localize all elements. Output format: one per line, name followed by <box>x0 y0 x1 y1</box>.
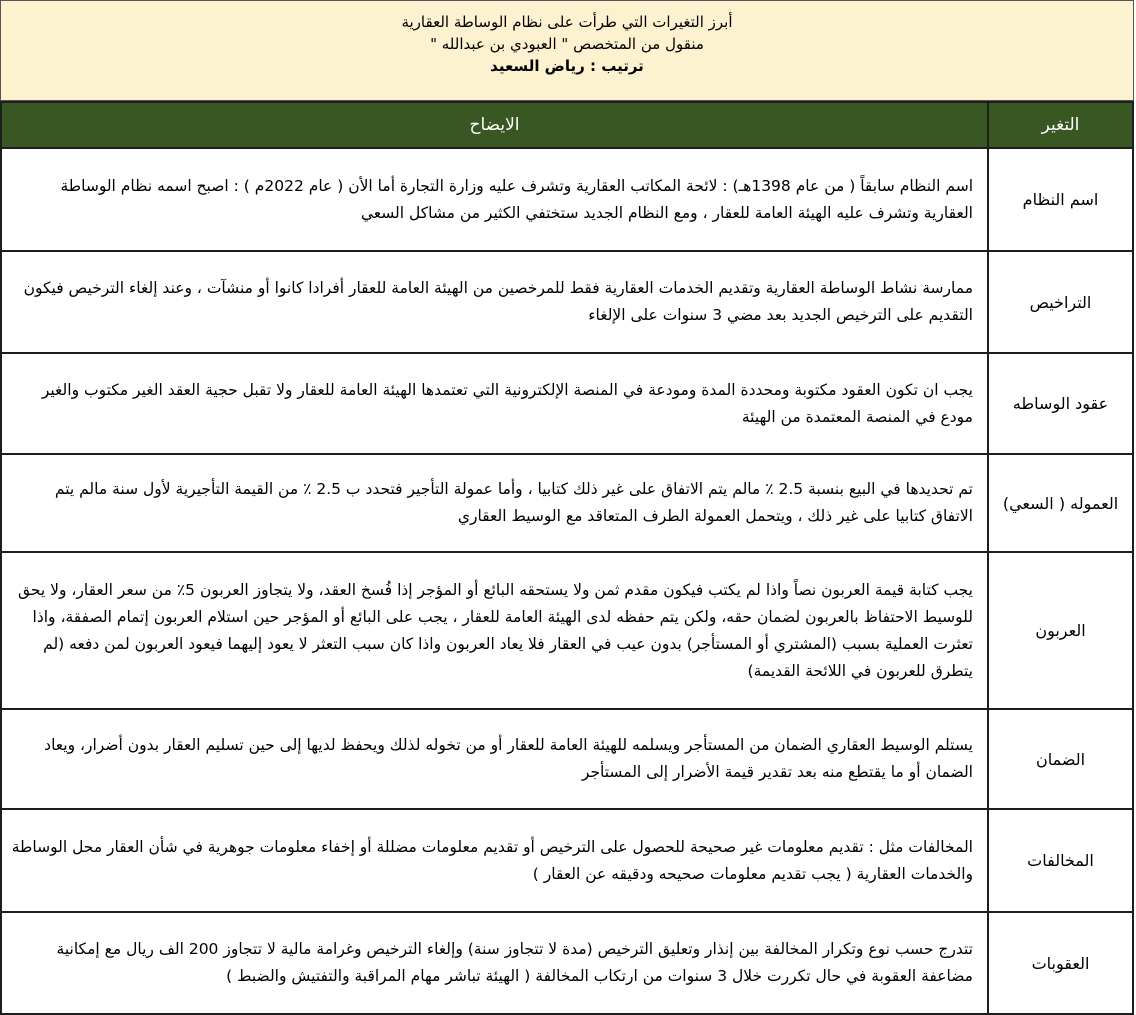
column-header-explanation: الايضاح <box>1 102 988 148</box>
changes-table <box>0 101 1134 1015</box>
table-row <box>1 709 1133 809</box>
row-description: ممارسة نشاط الوساطة العقارية وتقديم الخدمات العقارية فقط للمرخصين من الهيئة العامة للعقار أفرادا كانوا أو منشآت ، وعند إلغاء الترخيص فيكون التقديم على الترخيص الجديد بعد مضي 3 سنوات على الإلغاء <box>1 251 988 353</box>
table-row <box>1 552 1133 709</box>
row-label: الضمان <box>988 709 1133 809</box>
row-description: تتدرج حسب نوع وتكرار المخالفة بين إنذار وتعليق الترخيص (مدة لا تتجاوز سنة) وإلغاء الترخيص وغرامة مالية لا تتجاوز 200 الف ريال مع إمكانية مضاعفة العقوبة في حال تكررت خلال 3 سنوات من ارتكاب المخالفة ( الهيئة تباشر مهام المراقبة والتفتيش والضبط ) <box>1 912 988 1014</box>
table-row <box>1 912 1133 1014</box>
row-label: العموله ( السعي) <box>988 454 1133 552</box>
header-title: أبرز التغيرات التي طرأت على نظام الوساطة العقارية <box>401 13 733 31</box>
row-description: المخالفات مثل : تقديم معلومات غير صحيحة للحصول على الترخيص أو تقديم معلومات مضللة أو إخفاء معلومات جوهرية في شأن العقار محل الوساطة والخدمات العقارية ( يجب تقديم معلومات صحيحه ودقيقه عن العقار ) <box>1 809 988 912</box>
row-label: المخالفات <box>988 809 1133 912</box>
table-row <box>1 454 1133 552</box>
table-row <box>1 353 1133 454</box>
row-description: يجب ان تكون العقود مكتوبة ومحددة المدة ومودعة في المنصة الإلكترونية التي تعتمدها الهيئة العامة للعقار ولا تقبل حجية العقد الغير مكتوب والغير مودع في المنصة المعتمدة من الهيئة <box>1 353 988 454</box>
table-row <box>1 148 1133 251</box>
table-row <box>1 809 1133 912</box>
row-description: يجب كتابة قيمة العربون نصاً واذا لم يكتب فيكون مقدم ثمن ولا يستحقه البائع أو المؤجر إذا فُسخ العقد، ولا يتجاوز العربون 5٪ من سعر العقار، ولا يحق للوسيط الاحتفاظ بالعربون لضمان حقه، ولكن يتم حفظه لدى الهيئة العامة للعقار ، يجب على البائع أو المؤجر حين استلام العربون إتمام الصفقة، واذا تعثرت العملية بسبب (المشتري أو المستأجر) بدون عيب في العقار فلا يعاد العربون واذا كان سبب التعثر لا يعود إليهما فيعود العربون لمن دفعه (لم يتطرق للعربون في اللائحة القديمة) <box>1 552 988 709</box>
row-description: تم تحديدها في البيع بنسبة 2.5 ٪ مالم يتم الاتفاق على غير ذلك كتابيا ، وأما عمولة التأجير فتحدد ب 2.5 ٪ من القيمة التأجيرية لأول سنة مالم يتم الاتفاق كتابيا على غير ذلك ، ويتحمل العمولة الطرف المتعاقد مع الوسيط العقاري <box>1 454 988 552</box>
row-description: اسم النظام سابقاً ( من عام 1398هـ) : لائحة المكاتب العقارية وتشرف عليه وزارة التجارة أما الأن ( عام 2022م ) : اصبح اسمه نظام الوساطة العقارية وتشرف عليه الهيئة العامة للعقار ، ومع النظام الجديد ستختفي الكثير من مشاكل السعي <box>1 148 988 251</box>
document-header <box>0 0 1134 101</box>
table-row <box>1 251 1133 353</box>
row-label: العربون <box>988 552 1133 709</box>
row-label: العقوبات <box>988 912 1133 1014</box>
header-source: منقول من المتخصص " العبودي بن عبدالله " <box>430 35 704 53</box>
row-description: يستلم الوسيط العقاري الضمان من المستأجر ويسلمه للهيئة العامة للعقار أو من تخوله لذلك ويحفظ لديها إلى حين تسليم العقار بدون أضرار، ويعاد الضمان أو ما يقتطع منه بعد تقدير قيمة الأضرار إلى المستأجر <box>1 709 988 809</box>
table-header-row <box>1 102 1133 148</box>
column-header-change: التغير <box>988 102 1133 148</box>
row-label: عقود الوساطه <box>988 353 1133 454</box>
row-label: اسم النظام <box>988 148 1133 251</box>
row-label: التراخيص <box>988 251 1133 353</box>
header-arranger: ترتيب : رياض السعيد <box>490 57 644 75</box>
